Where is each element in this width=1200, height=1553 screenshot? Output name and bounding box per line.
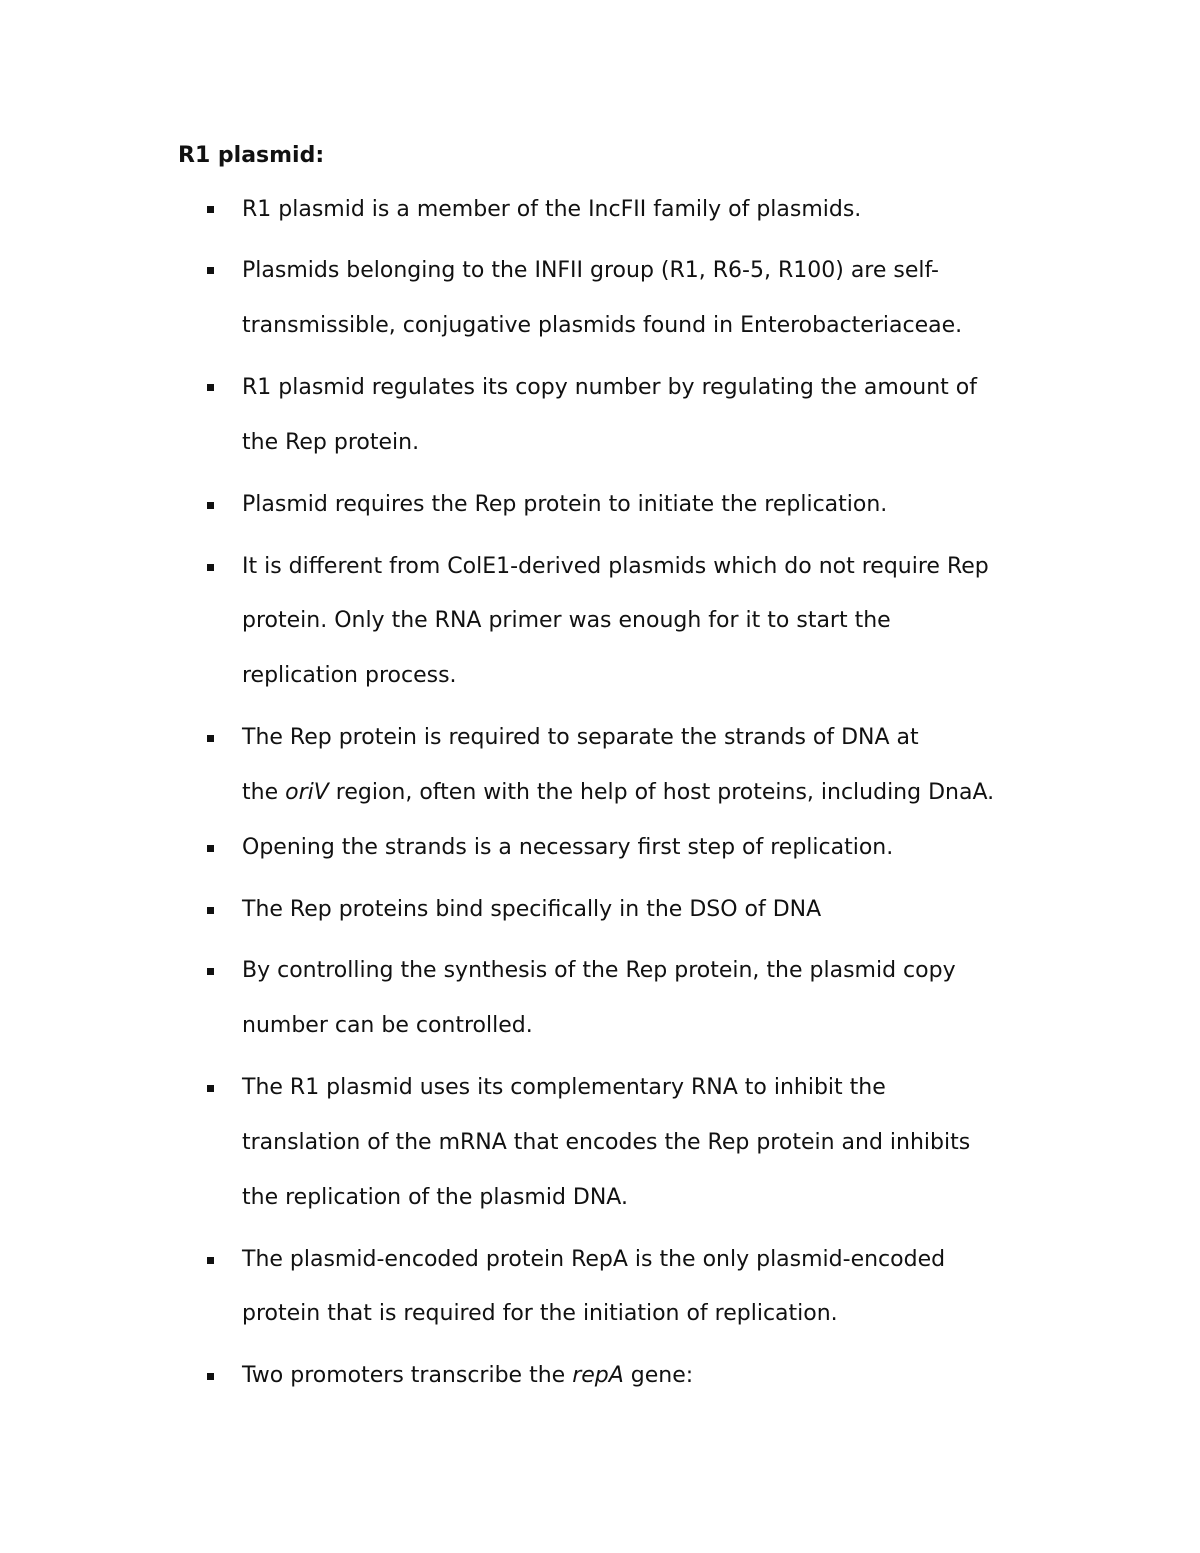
list-item-text: Opening the strands is a necessary first step of replication.: [242, 835, 894, 860]
list-item-text: protein that is required for the initiation of replication.: [242, 1301, 838, 1326]
square-bullet-icon: [207, 564, 214, 571]
square-bullet-icon: [207, 1257, 214, 1264]
text-segment: gene:: [623, 1363, 694, 1388]
list-item-text: Plasmids belonging to the INFII group (R1, R6-5, R100) are self-: [242, 258, 939, 283]
text-segment: the: [242, 780, 286, 805]
gene-region-italic: oriV: [285, 780, 329, 805]
list-item-text: the Rep protein.: [242, 430, 420, 455]
square-bullet-icon: [207, 907, 214, 914]
square-bullet-icon: [207, 502, 214, 509]
square-bullet-icon: [207, 845, 214, 852]
list-item-text: R1 plasmid is a member of the IncFII family of plasmids.: [242, 197, 862, 222]
square-bullet-icon: [207, 1085, 214, 1092]
square-bullet-icon: [207, 1373, 214, 1380]
list-item-text: By controlling the synthesis of the Rep protein, the plasmid copy: [242, 958, 956, 983]
list-item-text: number can be controlled.: [242, 1013, 533, 1038]
square-bullet-icon: [207, 206, 214, 213]
list-item-text: R1 plasmid regulates its copy number by regulating the amount of: [242, 375, 977, 400]
square-bullet-icon: [207, 968, 214, 975]
list-item-text: Plasmid requires the Rep protein to initiate the replication.: [242, 492, 888, 517]
list-item-text: The Rep proteins bind specifically in the DSO of DNA: [242, 897, 822, 922]
text-segment: region, often with the help of host proteins, including DnaA.: [328, 780, 995, 805]
list-item-text: translation of the mRNA that encodes the Rep protein and inhibits: [242, 1130, 971, 1155]
square-bullet-icon: [207, 267, 214, 274]
list-item-text: The Rep protein is required to separate the strands of DNA at: [242, 725, 919, 750]
section-heading: R1 plasmid:: [178, 143, 325, 168]
list-item-text: The R1 plasmid uses its complementary RNA to inhibit the: [242, 1075, 886, 1100]
square-bullet-icon: [207, 384, 214, 391]
list-item-text: The plasmid-encoded protein RepA is the only plasmid-encoded: [242, 1247, 946, 1272]
text-segment: Two promoters transcribe the: [242, 1363, 573, 1388]
list-item-text: [242, 778, 994, 808]
list-item-text: the replication of the plasmid DNA.: [242, 1185, 628, 1210]
list-item-text: transmissible, conjugative plasmids found in Enterobacteriaceae.: [242, 313, 963, 338]
gene-name-italic: repA: [572, 1363, 624, 1388]
list-item-text: [242, 1361, 693, 1391]
list-item-text: protein. Only the RNA primer was enough for it to start the: [242, 608, 891, 633]
square-bullet-icon: [207, 735, 214, 742]
list-item-text: It is different from ColE1-derived plasmids which do not require Rep: [242, 554, 989, 579]
list-item-text: replication process.: [242, 663, 457, 688]
